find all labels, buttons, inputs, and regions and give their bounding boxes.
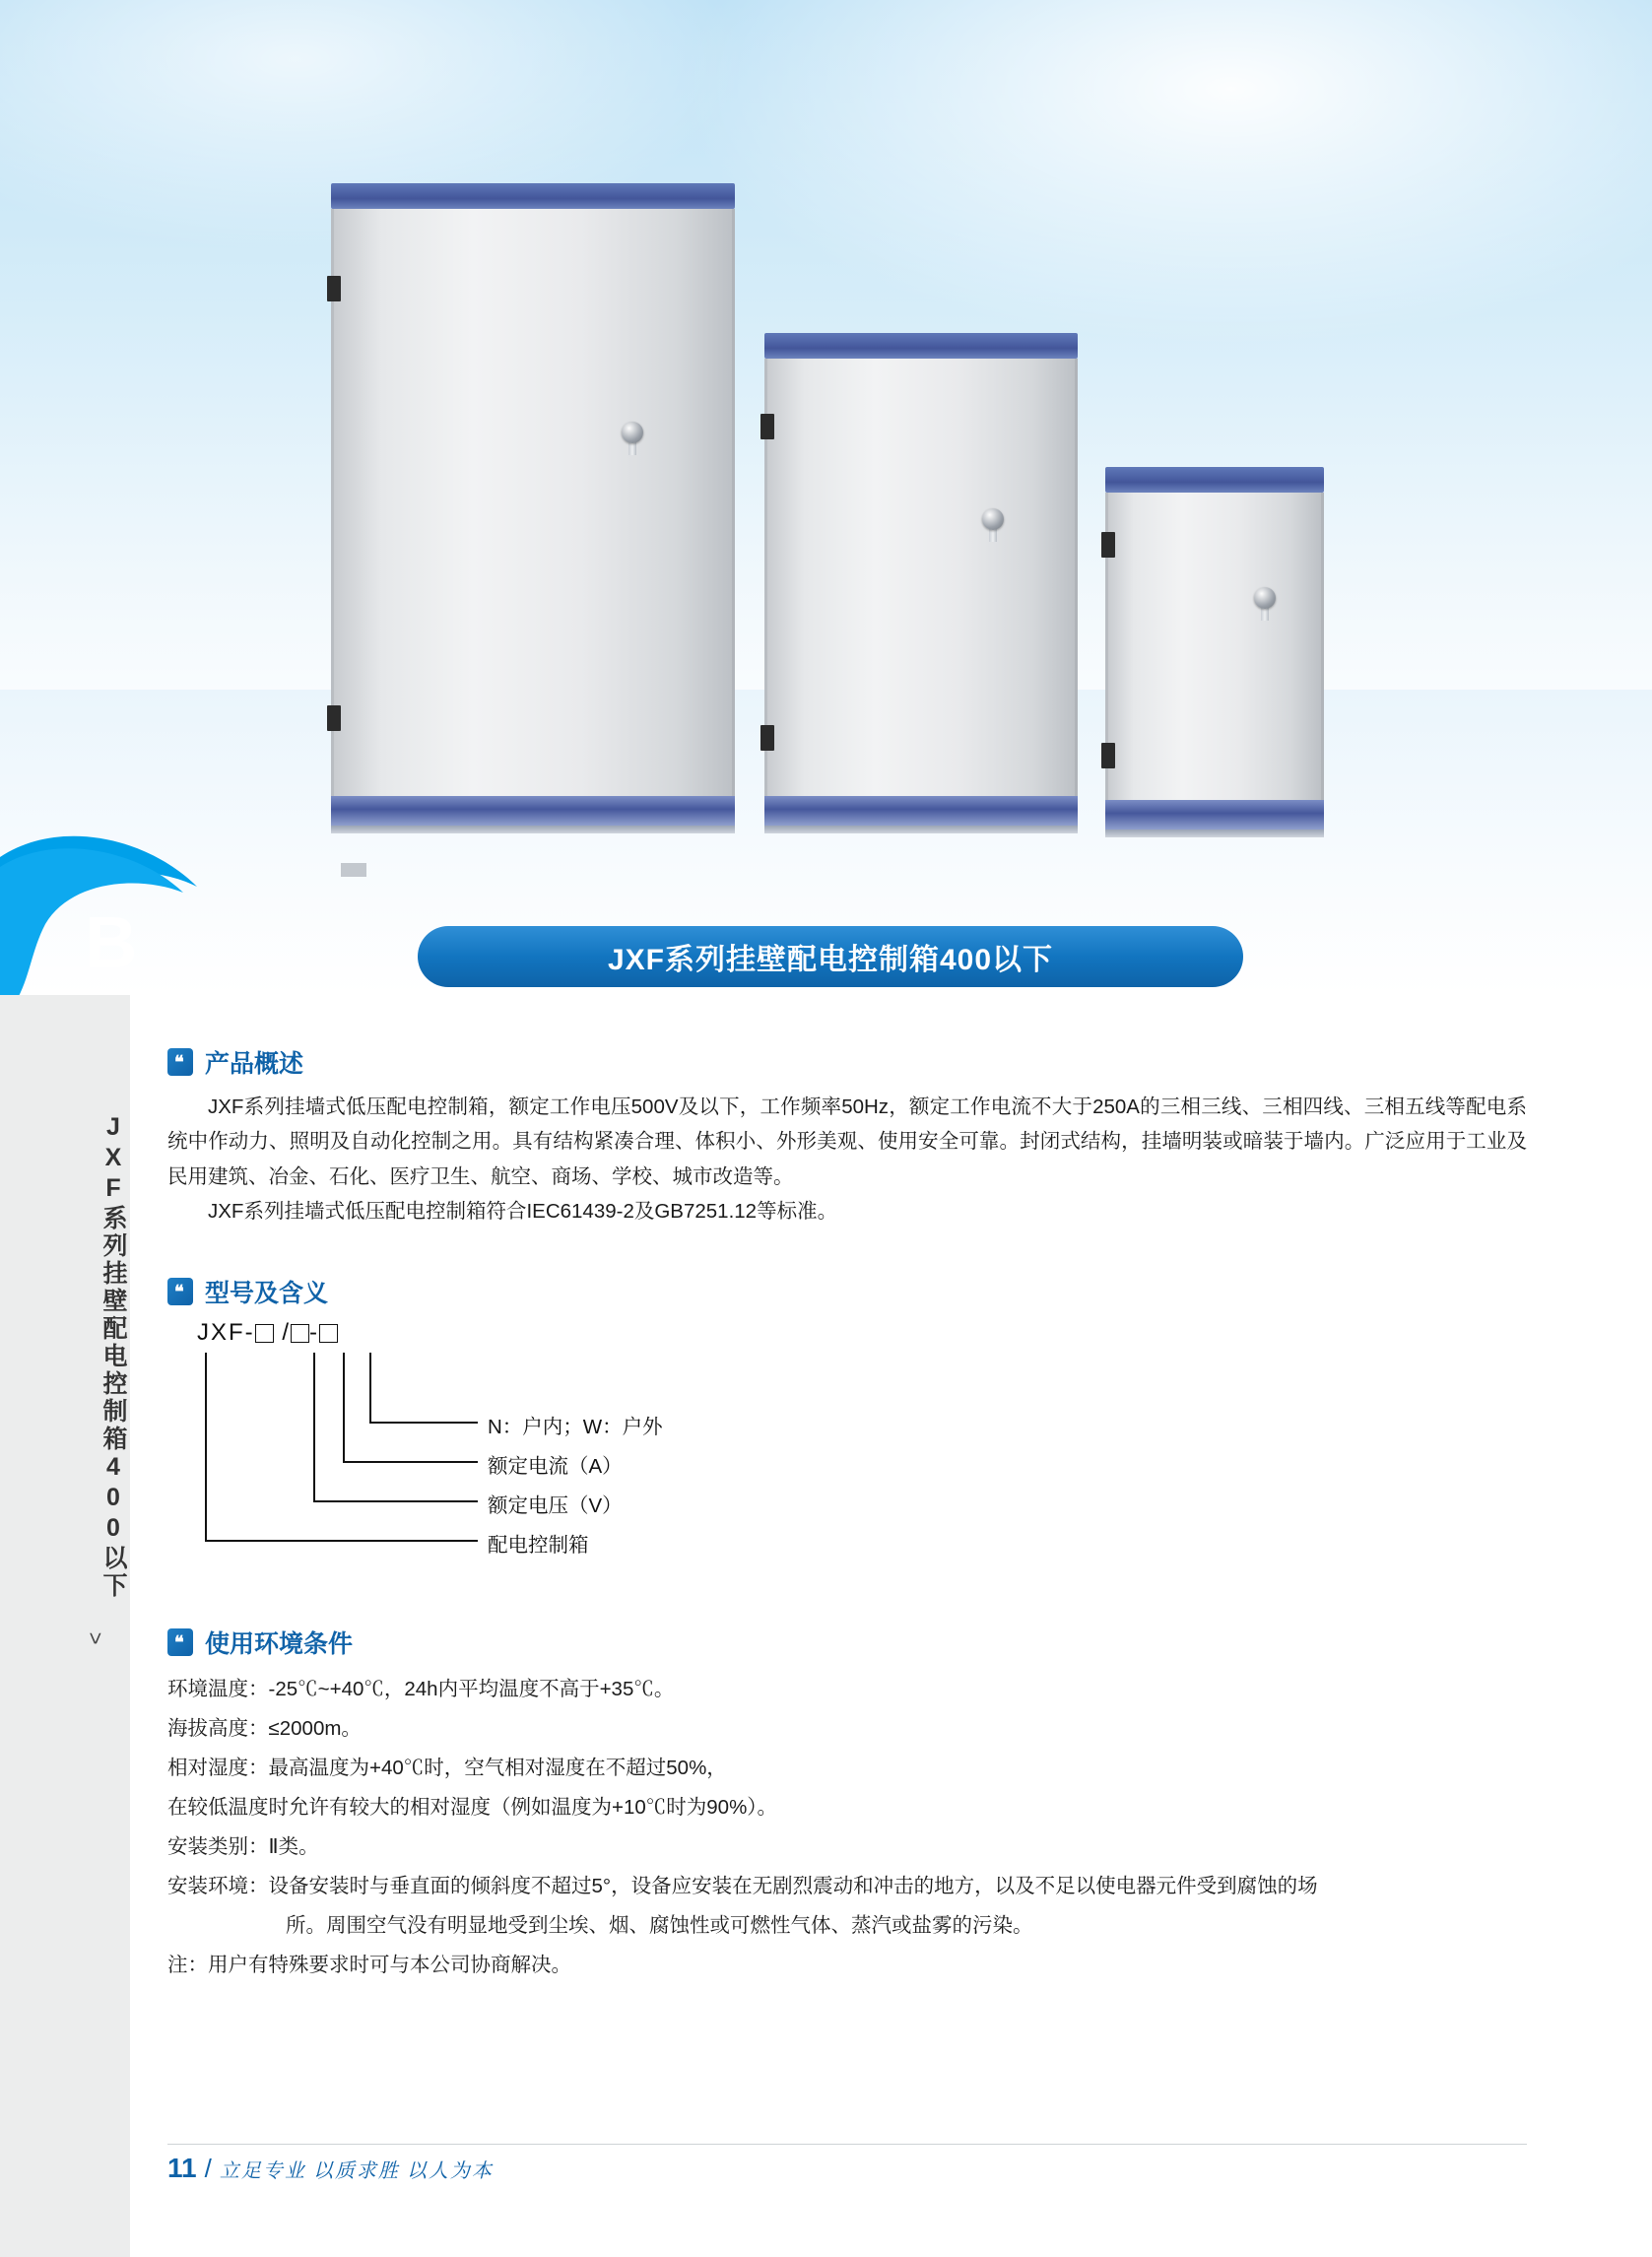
section-title-environment: 使用环境条件	[205, 1630, 354, 1658]
model-code-box-1	[255, 1324, 274, 1343]
page-footer	[167, 2153, 494, 2184]
leader-line-v-2	[343, 1353, 345, 1461]
cabinet-medium-base-shadow	[764, 826, 1078, 833]
environment-line-6-continued: 所。周围空气没有明显地受到尘埃、烟、腐蚀性或可燃性气体、蒸汽或盐雾的污染。	[286, 1913, 1033, 1937]
leader-line-h-3	[313, 1500, 478, 1502]
cabinet-small	[1105, 467, 1324, 853]
cabinet-small-base-shadow	[1105, 830, 1324, 837]
model-label-4: 配电控制箱	[488, 1534, 589, 1557]
leader-line-v-1	[369, 1353, 371, 1422]
bookmark-icon: ❝	[167, 1628, 193, 1656]
model-code-box-3	[319, 1324, 338, 1343]
footer-slash: /	[204, 2154, 212, 2183]
cabinet-medium-hinge-bottom	[760, 725, 774, 751]
environment-line-6: 安装环境：设备安装时与垂直面的倾斜度不超过5°，设备应安装在无剧烈震动和冲击的地方，以及不足以使电器元件受到腐蚀的场	[167, 1874, 1318, 1897]
section-letter: B	[85, 901, 138, 983]
model-code	[197, 1319, 338, 1347]
environment-note: 注：用户有特殊要求时可与本公司协商解决。	[167, 1953, 571, 1976]
bookmark-icon: ❝	[167, 1278, 193, 1305]
leader-line-v-4	[205, 1353, 207, 1540]
cabinet-large-foot	[341, 863, 366, 877]
cabinet-small-hinge-top	[1101, 532, 1115, 558]
footer-divider	[167, 2144, 1527, 2145]
model-label-1: N：户内；W：户外	[488, 1416, 663, 1438]
cabinet-large	[331, 183, 735, 853]
model-code-prefix: JXF-	[197, 1319, 255, 1346]
cabinet-large-top-trim	[331, 183, 735, 209]
cabinet-large-hinge-top	[327, 276, 341, 301]
cabinet-small-hinge-bottom	[1101, 743, 1115, 768]
model-code-sep-2: -	[309, 1319, 320, 1346]
cabinet-small-door	[1105, 493, 1324, 800]
cabinet-large-door	[331, 209, 735, 796]
environment-line-1: 环境温度：-25℃~+40℃，24h内平均温度不高于+35℃。	[167, 1678, 675, 1700]
environment-line-4: 在较低温度时允许有较大的相对湿度（例如温度为+10℃时为90%）。	[167, 1795, 778, 1819]
section-title-model: 型号及含义	[205, 1280, 329, 1307]
model-code-box-2	[291, 1324, 309, 1343]
cabinet-small-bottom-trim	[1105, 800, 1324, 830]
section-header-model	[167, 1274, 1527, 1309]
content-area	[167, 1044, 1527, 1985]
model-label-2: 额定电流（A）	[488, 1455, 623, 1478]
overview-paragraph-1: JXF系列挂墙式低压配电控制箱，额定工作电压500V及以下，工作频率50Hz，额定工作电流不大于250A的三相三线、三相四线、三相五线等配电系统中作动力、照明及自动化控制之用。具有结构紧凑合理、体积小、外形美观、使用安全可靠。封闭式结构，挂墙明装或暗装于墙内。广泛应用于工业及民用建筑、冶金、石化、医疗卫生、航空、商场、学校、城市改造等。	[167, 1095, 1527, 1188]
leader-line-h-2	[343, 1461, 478, 1463]
model-designation-diagram	[167, 1319, 1527, 1615]
cabinet-medium	[764, 333, 1078, 853]
leader-line-h-4	[205, 1540, 478, 1542]
sidebar-vertical-title: JXF系列挂壁配电控制箱400以下	[99, 1113, 127, 1600]
environment-body	[167, 1670, 1527, 1985]
footer-slogan: 立足专业 以质求胜 以人为本	[219, 2160, 494, 2182]
cabinet-large-lock	[622, 422, 643, 443]
page-title: JXF系列挂壁配电控制箱400以下	[418, 926, 1243, 987]
environment-line-3: 相对湿度：最高温度为+40℃时，空气相对湿度在不超过50%，	[167, 1756, 727, 1779]
leader-line-h-1	[369, 1422, 478, 1424]
cabinet-medium-hinge-top	[760, 414, 774, 439]
model-label-3: 额定电压（V）	[488, 1494, 623, 1517]
cabinet-medium-lock	[982, 508, 1004, 530]
overview-body	[167, 1090, 1527, 1228]
page-number: 11	[167, 2153, 197, 2183]
overview-paragraph-2: JXF系列挂墙式低压配电控制箱符合IEC61439-2及GB7251.12等标准。	[208, 1199, 838, 1223]
leader-line-v-3	[313, 1353, 315, 1500]
cabinet-large-bottom-trim	[331, 796, 735, 826]
cabinet-small-top-trim	[1105, 467, 1324, 493]
sidebar-arrow-icon: >	[83, 1631, 108, 1645]
model-code-sep-1: /	[282, 1319, 292, 1346]
cabinet-large-base-shadow	[331, 826, 735, 833]
cabinet-medium-bottom-trim	[764, 796, 1078, 826]
environment-line-5: 安装类别：Ⅱ类。	[167, 1834, 319, 1858]
cabinet-small-lock	[1254, 587, 1276, 609]
cabinet-medium-door	[764, 359, 1078, 796]
cabinet-medium-top-trim	[764, 333, 1078, 359]
environment-line-2: 海拔高度：≤2000m。	[167, 1716, 362, 1740]
section-header-environment	[167, 1625, 1527, 1660]
section-title-overview: 产品概述	[205, 1050, 304, 1078]
section-header-overview	[167, 1044, 1527, 1080]
hero-product-photo	[0, 0, 1652, 995]
bookmark-icon: ❝	[167, 1048, 193, 1076]
cabinet-large-hinge-bottom	[327, 705, 341, 731]
